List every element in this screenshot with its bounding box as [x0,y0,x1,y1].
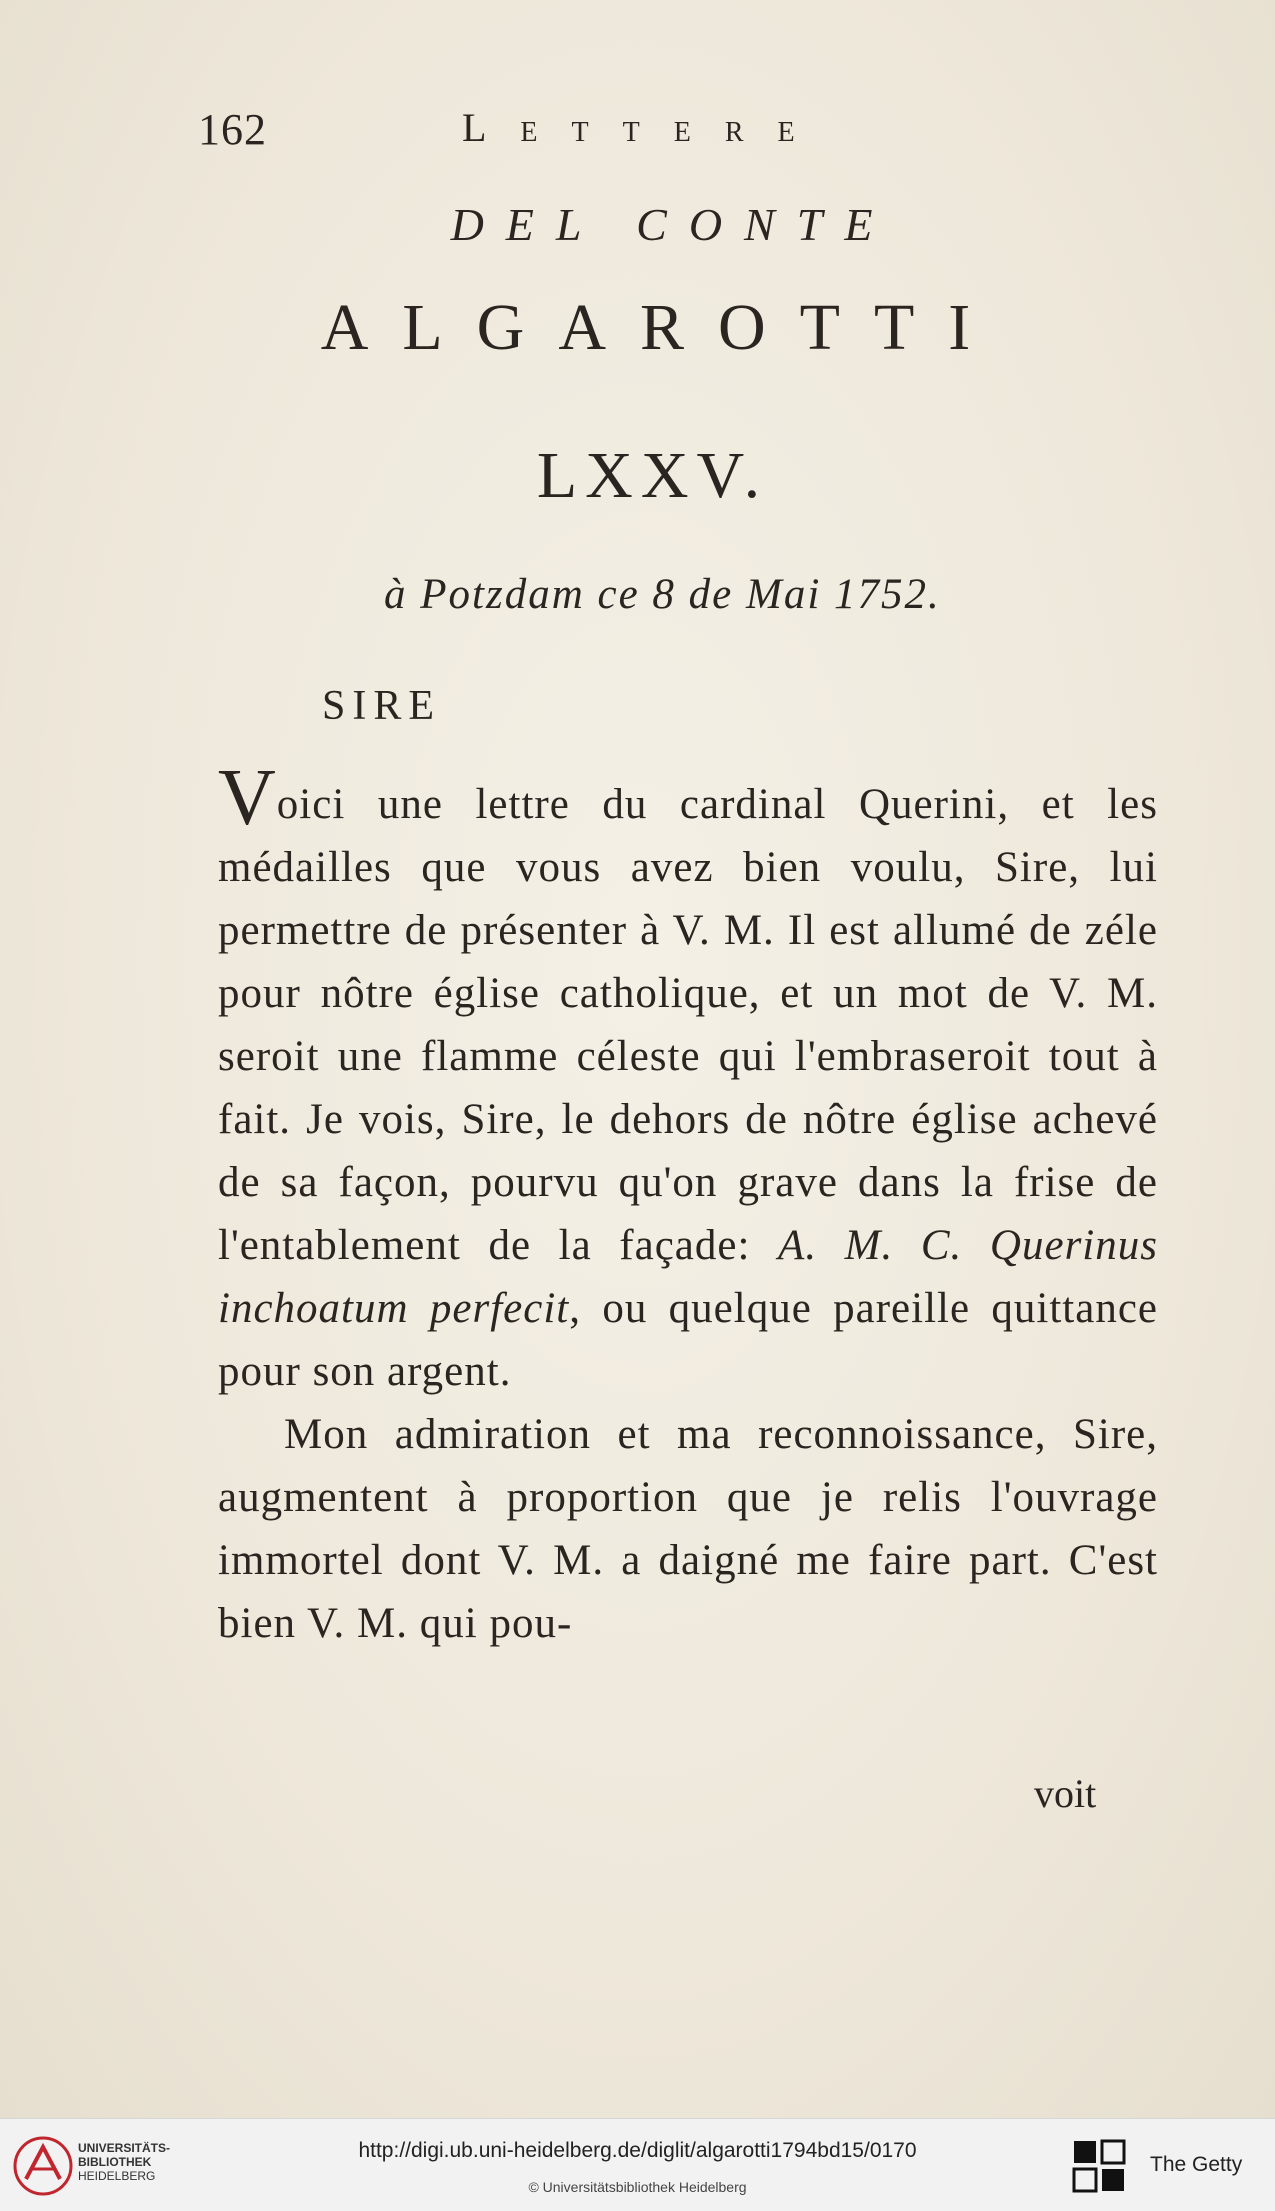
letter-number: LXXV. [536,439,769,512]
library-name-line-2: BIBLIOTHEK [78,2155,152,2169]
library-name-line-1: UNIVERSITÄTS- [78,2141,171,2155]
paragraph-1-text-a: oici une lettre du cardinal Querini, et les médailles que vous avez bien voulu, Sire, lui permettre de présenter à V. M. Il est allumé de zéle pour nôtre église catholique, et un mot de V. M. seroit une flamme céleste qui l'embraseroit tout à fait. Je vois, Sire, le dehors de nôtre église achevé de sa façon, pourvu qu'on grave dans la frise de l'entablement de la façade: [218,781,1158,1269]
inscription: A. M. C. Querinus inchoatum perfecit [218,1222,1158,1332]
paragraph-1-text-b: , ou quelque pareille quittance pour son argent. [218,1285,1158,1395]
dateline: à Potzdam ce 8 de Mai 1752. [384,571,941,618]
partner-name: The Getty [1150,2153,1243,2176]
drop-cap: V [218,754,277,842]
copyright-notice: © Universitätsbibliothek Heidelberg [528,2179,747,2195]
running-title [462,104,829,151]
page-number: 162 [198,105,267,154]
library-name-line-3: HEIDELBERG [78,2169,156,2183]
heading-del-conte: DEL CONTE [450,199,895,250]
running-title-text: Lettere [462,105,829,150]
letter-body [218,754,1158,1655]
catchword: voit [1034,1771,1097,1816]
getty-logo-icon [1072,2139,1126,2193]
paragraph-1 [218,754,1158,1403]
paragraph-2: Mon admiration et ma reconnoissance, Sire, augmentent à proportion que je relis l'ouvrage immortel dont V. M. a daigné me faire part. C'est bien V. M. qui pou- [218,1411,1158,1647]
permalink-url[interactable]: http://digi.ub.uni-heidelberg.de/diglit/algarotti1794bd15/0170 [358,2139,917,2162]
viewer-footer [0,2118,1275,2211]
salutation: SIRE [322,683,442,729]
heading-author-name: ALGAROTTI [320,291,1005,364]
